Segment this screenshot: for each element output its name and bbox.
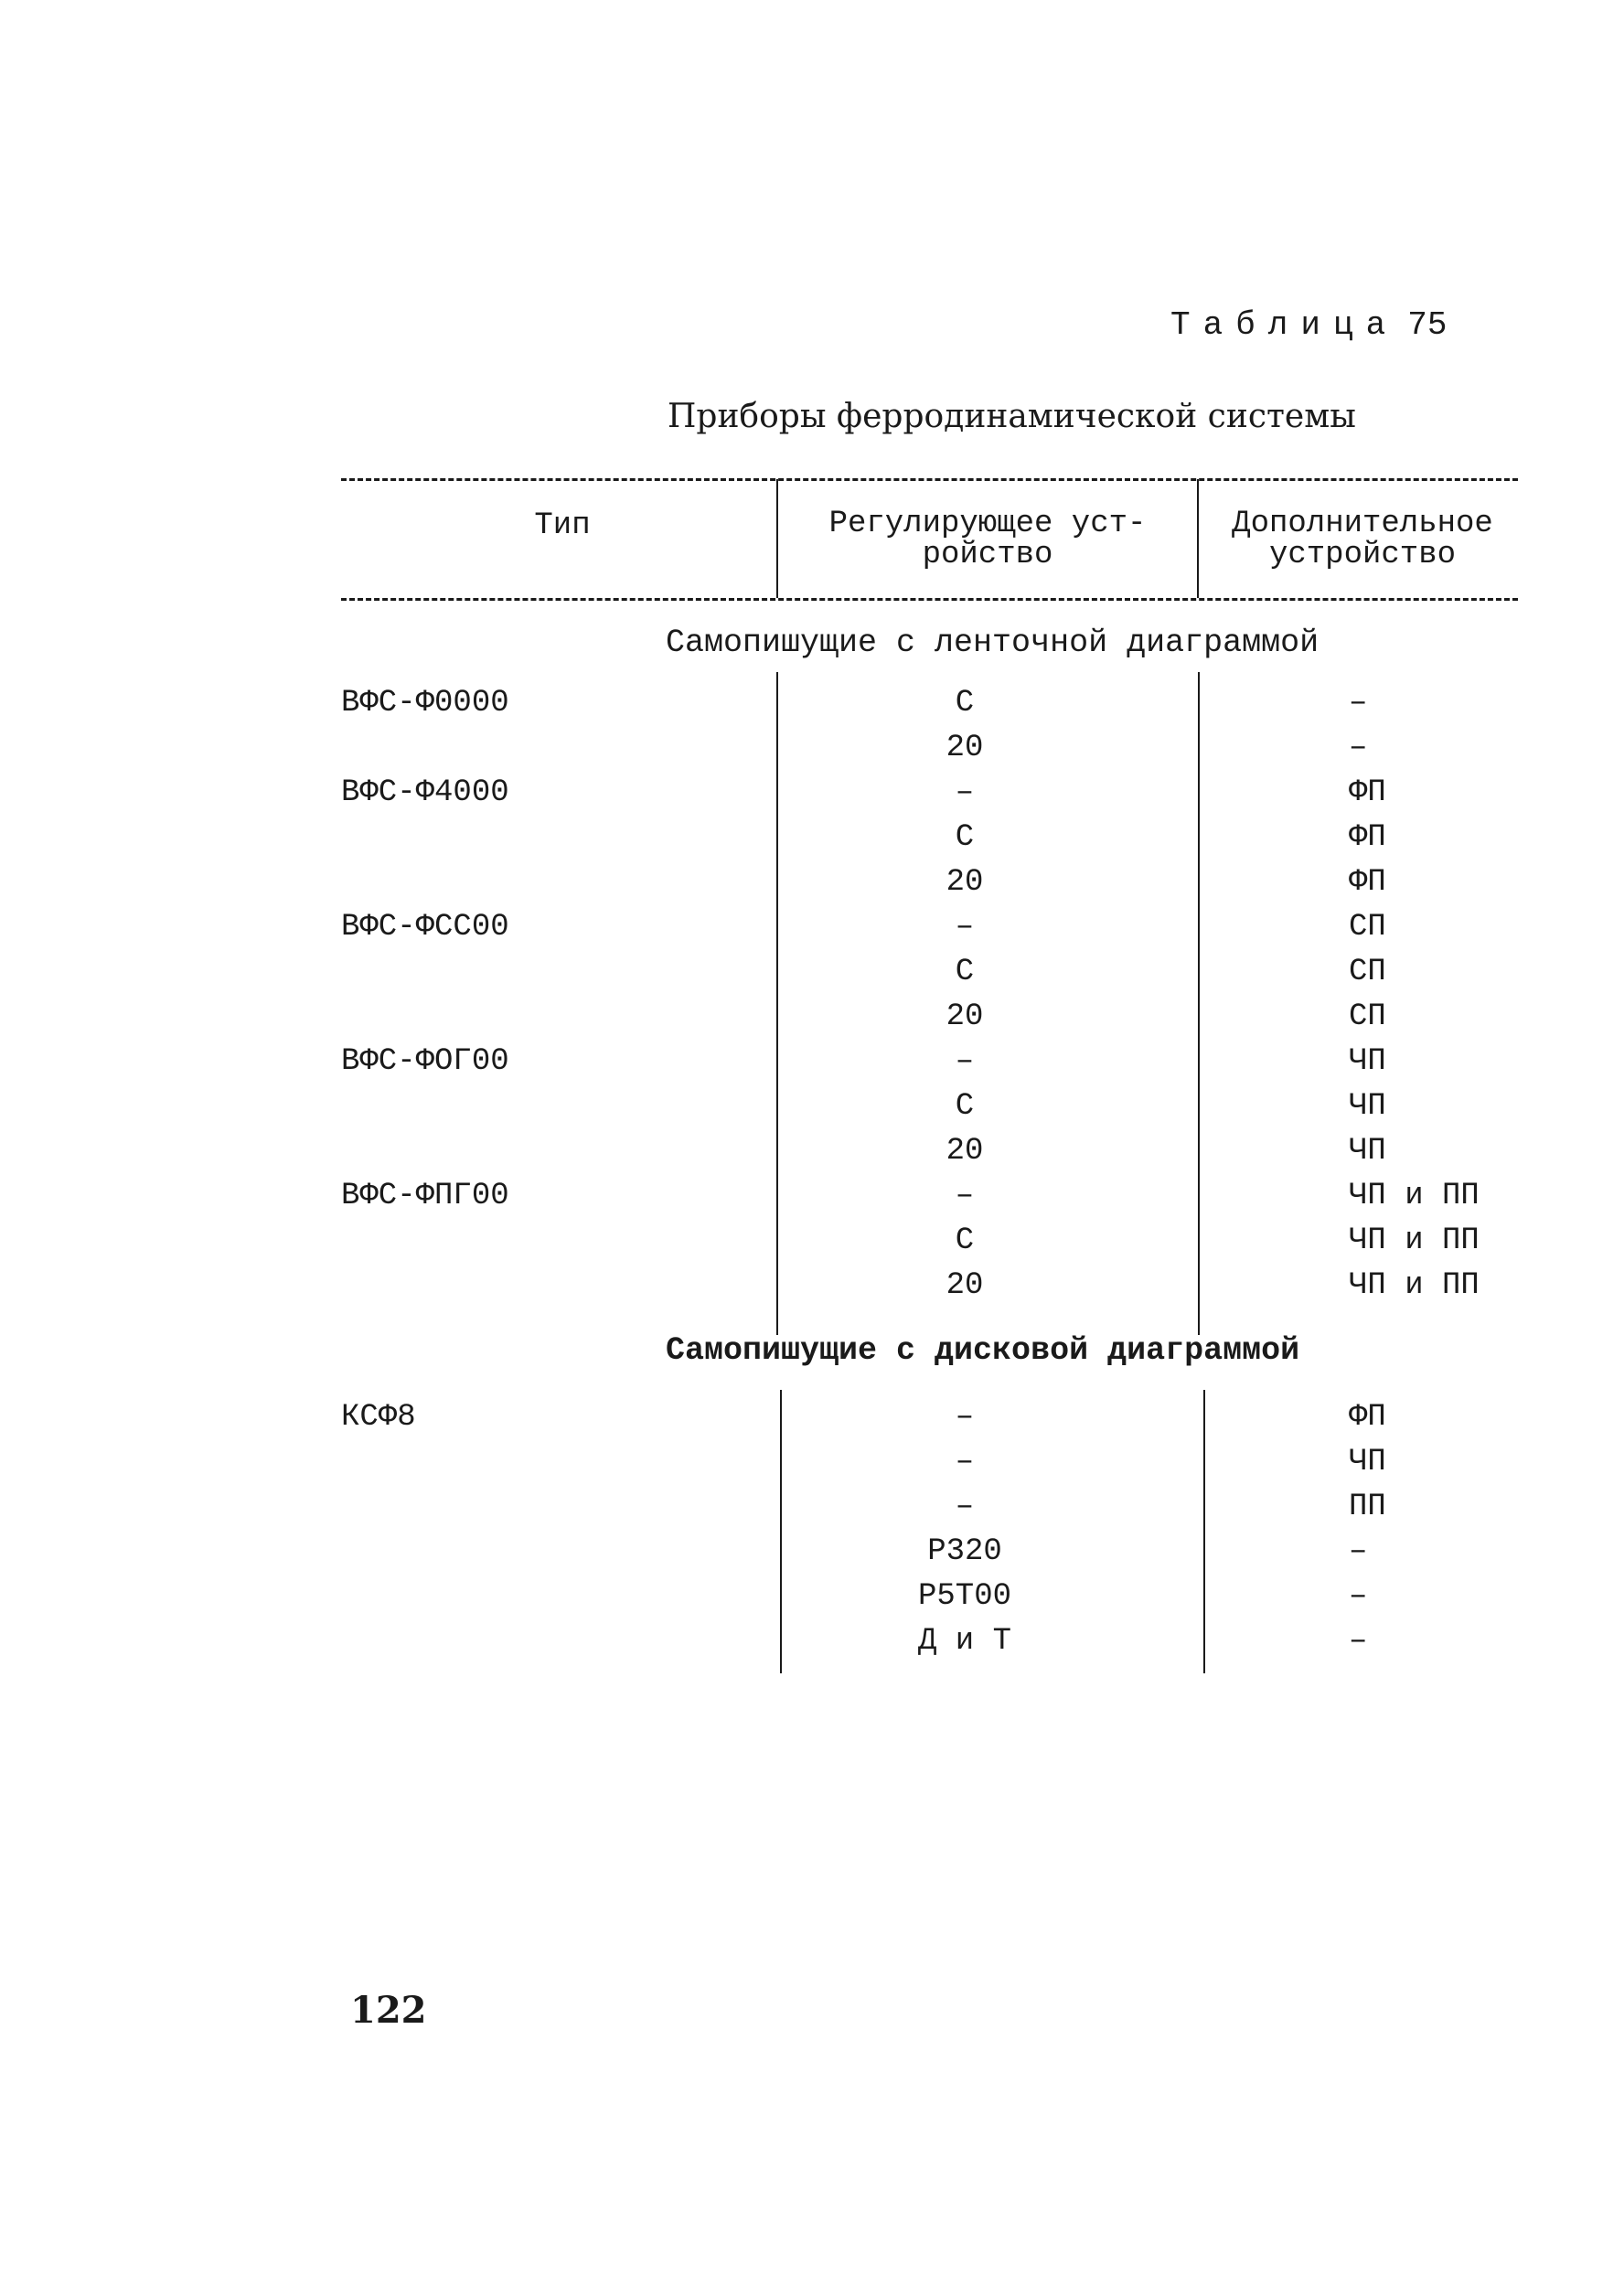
header-regulating-line1: Регулирующее уст- [828, 507, 1147, 541]
row-add: ФП [1349, 1400, 1386, 1435]
row-reg: С [955, 955, 975, 989]
header-top-rule [341, 478, 1518, 481]
header-type: Тип [534, 508, 591, 543]
row-add: ФП [1349, 820, 1386, 855]
row-reg: 20 [946, 999, 984, 1034]
section1-divider-2 [1198, 672, 1200, 1335]
row-reg: – [955, 910, 975, 945]
page-number: 122 [350, 1989, 427, 2032]
row-add: ЧП и ПП [1349, 1179, 1480, 1213]
row-add: ЧП [1349, 1134, 1386, 1169]
row-reg: Д и Т [917, 1624, 1012, 1659]
row-reg: Р5Т00 [917, 1579, 1012, 1614]
header-bottom-rule [341, 598, 1518, 601]
row-reg: 20 [946, 731, 984, 765]
table-caption: Приборы ферродинамической системы [668, 398, 1356, 435]
row-reg: С [955, 686, 975, 721]
row-reg: 20 [946, 1134, 984, 1169]
row-reg: С [955, 820, 975, 855]
row-add: – [1349, 1534, 1368, 1569]
row-add: СП [1349, 999, 1386, 1034]
row-type: ВФС-ФПГ00 [341, 1179, 509, 1213]
header-regulating-line2: ройство [922, 538, 1053, 572]
row-type: ВФС-ФОГ00 [341, 1044, 509, 1079]
table-number: 75 [1407, 306, 1448, 344]
row-reg: – [955, 775, 975, 810]
row-add: ФП [1349, 865, 1386, 900]
section1-divider-1 [776, 672, 778, 1335]
row-reg: 20 [946, 865, 984, 900]
header-additional [1207, 508, 1518, 571]
header-divider-1 [776, 479, 778, 598]
row-type: ВФС-ФСС00 [341, 910, 509, 945]
row-add: ФП [1349, 775, 1386, 810]
table-label-word: Таблица [1170, 306, 1399, 344]
row-add: СП [1349, 910, 1386, 945]
row-reg: – [955, 1179, 975, 1213]
row-add: ЧП и ПП [1349, 1268, 1480, 1303]
row-add: – [1349, 1624, 1368, 1659]
row-add: – [1349, 731, 1368, 765]
row-add: – [1349, 686, 1368, 721]
row-reg: Р320 [927, 1534, 1002, 1569]
header-additional-line1: Дополнительное [1232, 507, 1493, 541]
row-type: КСФ8 [341, 1400, 416, 1435]
row-add: ЧП и ПП [1349, 1223, 1480, 1258]
row-reg: – [955, 1445, 975, 1479]
row-add: СП [1349, 955, 1386, 989]
header-regulating [805, 508, 1170, 571]
row-reg: – [955, 1044, 975, 1079]
row-add: ЧП [1349, 1089, 1386, 1124]
row-add: ПП [1349, 1490, 1386, 1524]
section-title: Самопишущие с дисковой диаграммой [666, 1332, 1300, 1369]
row-add: – [1349, 1579, 1368, 1614]
header-divider-2 [1197, 479, 1199, 598]
row-reg: С [955, 1089, 975, 1124]
section2-divider-1 [780, 1390, 782, 1673]
row-reg: – [955, 1490, 975, 1524]
row-type: ВФС-Ф4000 [341, 775, 509, 810]
row-type: ВФС-Ф0000 [341, 686, 509, 721]
row-add: ЧП [1349, 1445, 1386, 1479]
header-additional-line2: устройство [1268, 538, 1457, 572]
row-reg: С [955, 1223, 975, 1258]
row-reg: 20 [946, 1268, 984, 1303]
section-title: Самопишущие с ленточной диаграммой [666, 625, 1320, 661]
row-reg: – [955, 1400, 975, 1435]
table-label [1170, 306, 1447, 344]
section2-divider-2 [1203, 1390, 1205, 1673]
row-add: ЧП [1349, 1044, 1386, 1079]
